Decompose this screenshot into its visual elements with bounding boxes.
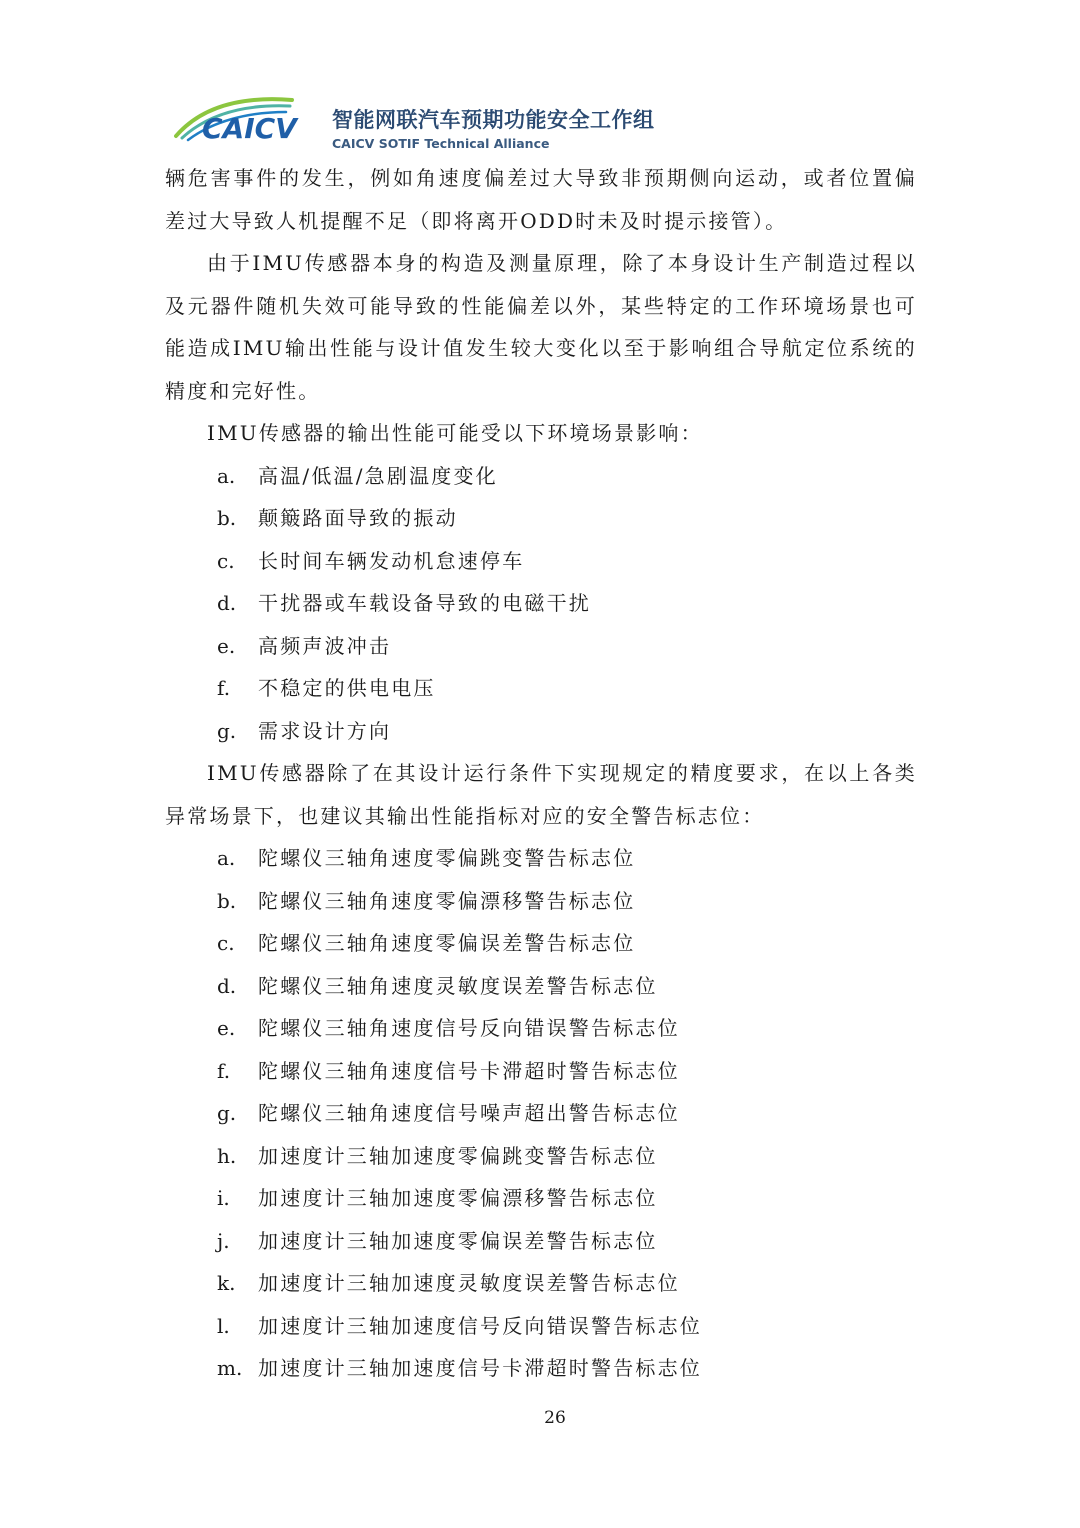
list-item bbox=[165, 1007, 917, 1050]
list-marker: a. bbox=[217, 846, 236, 870]
list-item bbox=[165, 1050, 917, 1093]
list-item bbox=[165, 1135, 917, 1178]
list-item bbox=[165, 455, 917, 498]
list-item bbox=[165, 540, 917, 583]
list-marker: j. bbox=[217, 1228, 230, 1253]
list-marker: d. bbox=[217, 973, 237, 998]
list-text: 干扰器或车载设备导致的电磁干扰 bbox=[258, 591, 591, 615]
caicv-logo-icon bbox=[172, 92, 322, 148]
list-text: 陀螺仪三轴角速度信号反向错误警告标志位 bbox=[258, 1016, 680, 1040]
paragraph-warning-intro: IMU传感器除了在其设计运行条件下实现规定的精度要求，在以上各类异常场景下，也建议其输出性能指标对应的安全警告标志位： bbox=[165, 761, 917, 828]
list-marker: f. bbox=[217, 1058, 231, 1083]
list-marker: l. bbox=[217, 1313, 230, 1338]
list-text: 需求设计方向 bbox=[258, 718, 392, 743]
paragraph-env-intro: IMU传感器的输出性能可能受以下环境场景影响： bbox=[207, 421, 703, 445]
list-text: 高温/低温/急剧温度变化 bbox=[258, 463, 498, 488]
document-body bbox=[165, 157, 917, 1390]
page-header bbox=[172, 92, 732, 154]
list-text: 陀螺仪三轴角速度零偏跳变警告标志位 bbox=[258, 846, 636, 870]
list-marker: c. bbox=[217, 548, 235, 573]
list-marker: m. bbox=[217, 1356, 243, 1380]
list-text: 加速度计三轴加速度灵敏度误差警告标志位 bbox=[258, 1271, 680, 1295]
list-text: 陀螺仪三轴角速度信号噪声超出警告标志位 bbox=[258, 1101, 680, 1125]
list-item bbox=[165, 1262, 917, 1305]
list-marker: d. bbox=[217, 591, 237, 615]
list-item bbox=[165, 1305, 917, 1348]
list-marker: c. bbox=[217, 931, 235, 955]
logo-word: CAICV bbox=[202, 112, 297, 145]
list-text: 加速度计三轴加速度信号反向错误警告标志位 bbox=[258, 1313, 702, 1338]
list-text: 陀螺仪三轴角速度信号卡滞超时警告标志位 bbox=[258, 1058, 680, 1083]
list-item bbox=[165, 1177, 917, 1220]
page-number: 26 bbox=[544, 1408, 566, 1428]
list-marker: g. bbox=[217, 718, 237, 743]
list-marker: b. bbox=[217, 888, 237, 913]
list-marker: f. bbox=[217, 676, 231, 700]
list-item bbox=[165, 710, 917, 753]
list-marker: k. bbox=[217, 1271, 236, 1295]
list-marker: g. bbox=[217, 1101, 237, 1125]
list-text: 颠簸路面导致的振动 bbox=[258, 506, 458, 530]
list-marker: e. bbox=[217, 633, 236, 658]
list-item bbox=[165, 1092, 917, 1135]
list-text: 加速度计三轴加速度零偏跳变警告标志位 bbox=[258, 1143, 658, 1168]
env-scenario-list bbox=[165, 455, 917, 753]
list-text: 不稳定的供电电压 bbox=[258, 676, 436, 700]
list-text: 陀螺仪三轴角速度零偏误差警告标志位 bbox=[258, 931, 636, 955]
list-marker: a. bbox=[217, 463, 236, 488]
list-text: 加速度计三轴加速度零偏漂移警告标志位 bbox=[258, 1186, 658, 1210]
list-text: 加速度计三轴加速度零偏误差警告标志位 bbox=[258, 1228, 658, 1253]
list-marker: b. bbox=[217, 506, 237, 530]
list-item bbox=[165, 880, 917, 923]
list-item bbox=[165, 497, 917, 540]
list-item bbox=[165, 667, 917, 710]
paragraph-imu-principle: 由于IMU传感器本身的构造及测量原理，除了本身设计生产制造过程以及元器件随机失效可能导致的性能偏差以外，某些特定的工作环境场景也可能造成IMU输出性能与设计值发生较大变化以至于影响组合导航定位系统的精度和完好性。 bbox=[165, 251, 917, 403]
list-text: 陀螺仪三轴角速度灵敏度误差警告标志位 bbox=[258, 973, 658, 998]
list-text: 加速度计三轴加速度信号卡滞超时警告标志位 bbox=[258, 1356, 702, 1380]
list-marker: i. bbox=[217, 1186, 230, 1210]
list-item bbox=[165, 922, 917, 965]
list-item bbox=[165, 1220, 917, 1263]
paragraph-continuation: 辆危害事件的发生，例如角速度偏差过大导致非预期侧向运动，或者位置偏差过大导致人机提醒不足（即将离开ODD时未及时提示接管）。 bbox=[165, 166, 917, 233]
list-marker: h. bbox=[217, 1143, 237, 1168]
list-marker: e. bbox=[217, 1016, 236, 1040]
list-item bbox=[165, 625, 917, 668]
list-item bbox=[165, 965, 917, 1008]
org-name-en: CAICV SOTIF Technical Alliance bbox=[332, 136, 550, 151]
list-item bbox=[165, 582, 917, 625]
list-text: 高频声波冲击 bbox=[258, 633, 392, 658]
list-text: 陀螺仪三轴角速度零偏漂移警告标志位 bbox=[258, 888, 636, 913]
list-item bbox=[165, 837, 917, 880]
org-name bbox=[332, 104, 655, 151]
list-item bbox=[165, 1347, 917, 1390]
org-name-cn: 智能网联汽车预期功能安全工作组 bbox=[332, 108, 655, 132]
list-text: 长时间车辆发动机怠速停车 bbox=[258, 548, 525, 573]
warning-flag-list bbox=[165, 837, 917, 1390]
